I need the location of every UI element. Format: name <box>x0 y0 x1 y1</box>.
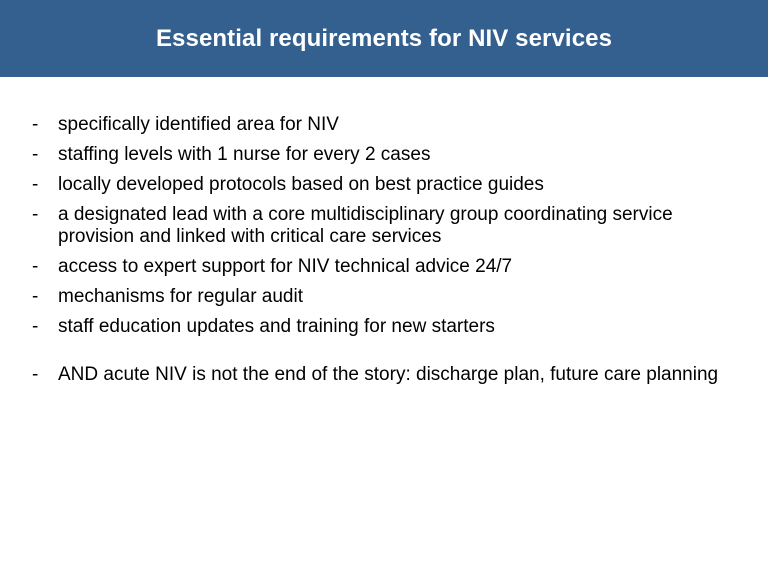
bullet-marker: - <box>32 364 39 385</box>
bullet-marker: - <box>32 144 39 165</box>
bullet-text: access to expert support for NIV technical advice 24/7 <box>58 256 513 277</box>
bullet-item <box>32 286 732 308</box>
title-bar <box>0 0 768 77</box>
bullet-item <box>32 256 732 278</box>
bullet-text: mechanisms for regular audit <box>58 286 303 307</box>
slide-title: Essential requirements for NIV services <box>155 24 613 52</box>
bullet-item <box>32 364 732 386</box>
bullet-marker: - <box>32 114 39 135</box>
bullet-item <box>32 114 732 136</box>
bullet-item <box>32 144 732 166</box>
bullet-item <box>32 204 732 248</box>
bullet-text: staff education updates and training for new starters <box>58 316 495 337</box>
bullet-marker: - <box>32 256 39 277</box>
bullet-text: a designated lead with a core multidisciplinary group coordinating service provision and linked with critical care services <box>58 204 673 247</box>
bullet-marker: - <box>32 316 39 337</box>
bullet-item <box>32 174 732 196</box>
bullet-marker: - <box>32 174 39 195</box>
bullet-text: AND acute NIV is not the end of the story: discharge plan, future care planning <box>58 364 719 385</box>
bullet-text: specifically identified area for NIV <box>58 114 339 135</box>
bullet-marker: - <box>32 286 39 307</box>
bullet-item <box>32 316 732 338</box>
bullet-text: locally developed protocols based on best practice guides <box>58 174 544 195</box>
bullet-text: staffing levels with 1 nurse for every 2 cases <box>58 144 431 165</box>
bullet-marker: - <box>32 204 39 225</box>
bullet-list <box>32 114 732 394</box>
